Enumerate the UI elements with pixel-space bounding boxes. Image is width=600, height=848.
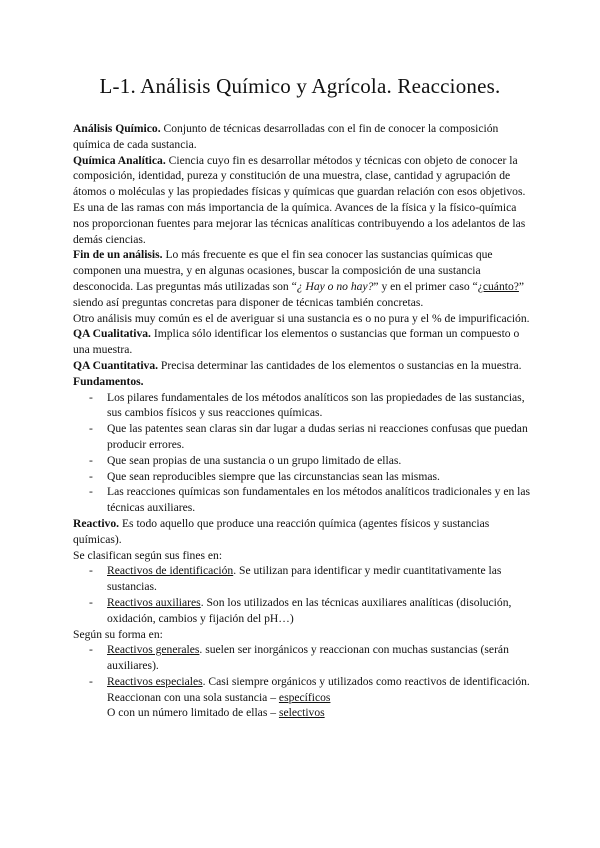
reactivos-auxiliares-term: Reactivos auxiliares <box>107 595 201 609</box>
especificos-term: específicos <box>278 690 331 704</box>
clasificacion-fines-intro: Se clasifican según sus fines en: <box>73 548 223 562</box>
paragraph-fin-analisis <box>73 247 533 310</box>
paragraph-qa-cuantitativa <box>73 358 533 374</box>
dash-bullet: - <box>89 485 93 499</box>
dash-bullet: - <box>89 595 93 609</box>
list-item <box>73 595 533 627</box>
list-item-text: Los pilares fundamentales de los métodos analíticos son las propiedades de las sustancias, sus cambios físicos y sus reacciones químicas. <box>107 390 525 420</box>
reactivos-especiales-term: Reactivos especiales <box>107 674 203 688</box>
list-item-text: . suelen ser inorgánicos y reaccionan con muchas sustancias (serán auxiliares). <box>107 643 509 673</box>
list-item-text-line2: O con un número limitado de ellas – <box>107 706 279 720</box>
term-analisis-quimico: Análisis Químico. <box>73 122 161 135</box>
term-quimica-analitica: Química Analítica. <box>73 153 166 167</box>
dash-bullet: - <box>89 453 93 467</box>
list-item-text: . Se utilizan para identificar y medir cuantitativamente las sustancias. <box>107 564 502 594</box>
definition-text: Ciencia cuyo fin es desarrollar métodos y técnicas con objeto de conocer la composición, identidad, pureza y constitución de una muestra, clase, cantidad y agrupación de átomos o moléculas y las propiedades físicas y químicas que guardan relación con esos objetivos. <box>73 153 526 199</box>
fundamentos-list <box>73 390 533 516</box>
dash-bullet: - <box>89 674 93 688</box>
term-fin-analisis: Fin de un análisis. <box>73 248 163 262</box>
dash-bullet: - <box>89 469 93 483</box>
list-item <box>73 642 533 674</box>
term-qa-cualitativa: QA Cualitativa. <box>73 327 151 341</box>
clasificacion-forma-list <box>73 642 533 721</box>
dash-bullet: - <box>89 422 93 436</box>
term-qa-cuantitativa: QA Cuantitativa. <box>73 358 159 372</box>
list-item <box>73 563 533 595</box>
dash-bullet: - <box>89 564 93 578</box>
list-item-text: . Casi siempre orgánicos y utilizados como reactivos de identificación. Reaccionan con una sola sustancia – <box>107 674 530 704</box>
definition-text: Precisa determinar las cantidades de los elementos o sustancias en la muestra. <box>158 358 522 372</box>
list-item <box>73 390 533 422</box>
list-item-text: Que sean reproducibles siempre que las circunstancias sean las mismas. <box>107 469 440 483</box>
list-item <box>73 674 533 721</box>
list-item <box>73 453 533 469</box>
paragraph-otro-analisis: Otro análisis muy común es el de averiguar si una sustancia es o no pura y el % de impurificación. <box>73 311 530 325</box>
definition-text: Conjunto de técnicas desarrolladas con el fin de conocer la composición química de cada sustancia. <box>73 122 499 151</box>
list-item-text: Las reacciones químicas son fundamentales en los métodos analíticos tradicionales y en las técnicas auxiliares. <box>107 485 531 515</box>
reactivos-identificacion-term: Reactivos de identificación <box>107 564 234 578</box>
fin-text-c: ” siendo así preguntas concretas para disponer de técnicas también concretas. <box>73 279 525 309</box>
list-item-text: Que las patentes sean claras sin dar lugar a dudas serias ni reacciones confusas que puedan producir errores. <box>107 422 528 451</box>
definition-text: Es todo aquello que produce una reacción química (agentes físicos y sustancias químicas). <box>73 516 490 546</box>
term-reactivo: Reactivo. <box>73 516 120 530</box>
dash-bullet: - <box>89 390 93 404</box>
definition-text: Implica sólo identificar los elementos o sustancias que forman un compuesto o una muestra. <box>73 327 520 357</box>
list-item <box>73 421 533 453</box>
question-hay-o-no-hay: ¿ Hay o no hay? <box>296 279 374 293</box>
reactivos-generales-term: Reactivos generales <box>107 643 200 657</box>
heading-fundamentos <box>73 374 533 390</box>
paragraph-reactivo <box>73 516 533 548</box>
paragraph-analisis-quimico <box>73 121 533 153</box>
list-item <box>73 484 533 516</box>
list-item <box>73 469 533 485</box>
fundamentos-heading-text: Fundamentos. <box>73 374 144 388</box>
clasificacion-fines-list <box>73 563 533 626</box>
clasificacion-forma-intro: Según su forma en: <box>73 627 163 641</box>
paragraph-ramas: Es una de las ramas con más importancia de la química. Avances de la física y la físico-química nos proporcionan fuentes para mejorar las técnicas analíticas contribuyendo a los adelantos de las demás ciencias. <box>73 200 526 246</box>
list-item-text: . Son los utilizados en las técnicas auxiliares analíticas (disolución, oxidación, cambios y fijación del pH…) <box>107 595 512 625</box>
selectivos-term: selectivos <box>278 706 325 720</box>
dash-bullet: - <box>89 643 93 657</box>
list-item-text: Que sean propias de una sustancia o un grupo limitado de ellas. <box>107 453 402 467</box>
question-cuanto: ¿cuánto? <box>477 279 519 293</box>
fin-text-a: Lo más frecuente es que el fin sea conocer las sustancias químicas que componen una muestra, y en algunas ocasiones, buscar la composición de una sustancia desconocida. Las preguntas más utilizadas son “ <box>73 248 493 293</box>
page-title: L-1. Análisis Químico y Agrícola. Reacciones. <box>99 74 501 98</box>
fin-text-b: ” y en el primer caso “ <box>373 279 478 293</box>
paragraph-qa-cualitativa <box>73 326 533 358</box>
paragraph-quimica-analitica <box>73 153 533 200</box>
document-body <box>73 121 533 721</box>
